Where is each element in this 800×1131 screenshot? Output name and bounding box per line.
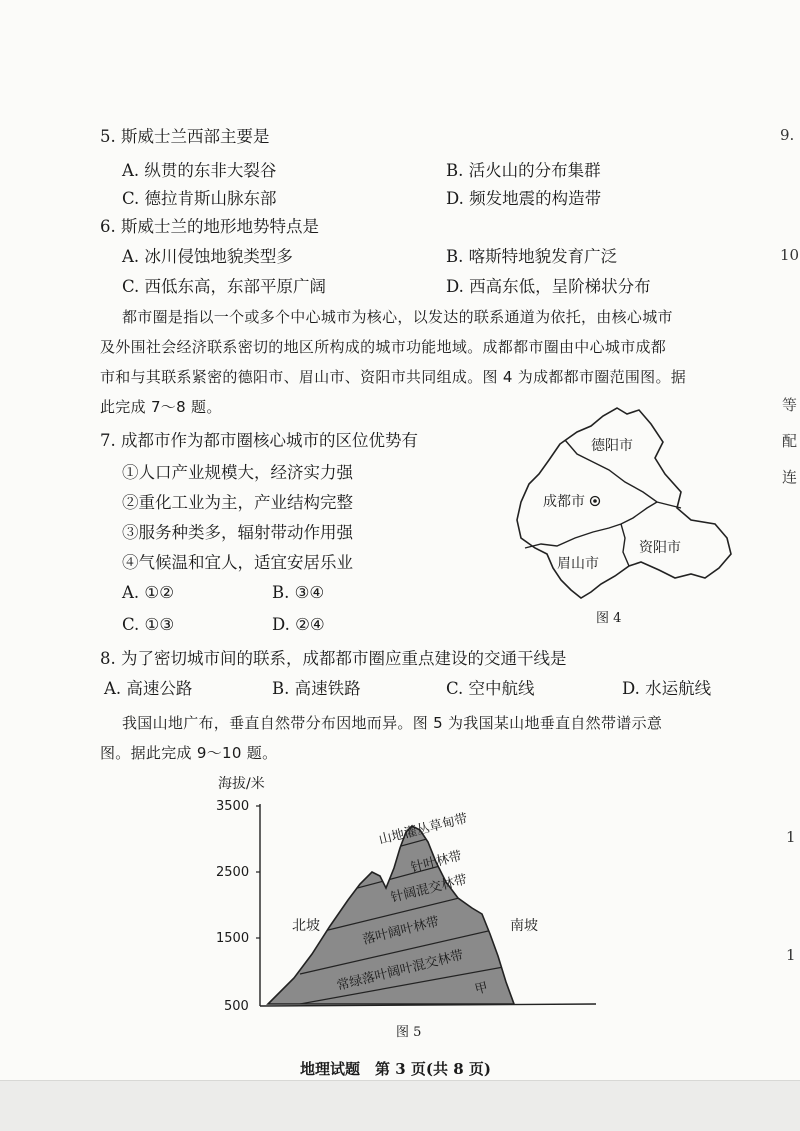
question-6-stem: 6. 斯威士兰的地形地势特点是 bbox=[100, 217, 319, 236]
viewer-bottom-strip bbox=[0, 1080, 800, 1131]
question-8-stem: 8. 为了密切城市间的联系，成都都市圈应重点建设的交通干线是 bbox=[100, 649, 567, 668]
edge-text-4: 配 bbox=[782, 432, 798, 450]
question-5-option-d: D. 频发地震的构造带 bbox=[446, 189, 602, 208]
passage-2-line-2: 图。据此完成 9～10 题。 bbox=[100, 744, 278, 762]
question-7-option-b: B. ③④ bbox=[272, 583, 325, 602]
question-8-option-b: B. 高速铁路 bbox=[272, 679, 361, 698]
edge-text-3: 等 bbox=[782, 396, 798, 414]
tick-2500: 2500 bbox=[216, 865, 250, 880]
passage-1-line-3: 市和与其联系紧密的德阳市、眉山市、资阳市共同组成。图 4 为成都都市圈范围图。据 bbox=[100, 368, 687, 386]
question-5-option-b: B. 活火山的分布集群 bbox=[446, 161, 601, 180]
question-8-option-c: C. 空中航线 bbox=[446, 679, 535, 698]
page-footer: 地理试题 第 3 页(共 8 页) bbox=[300, 1060, 491, 1078]
zone-shrub-meadow: 山地灌丛草甸带 bbox=[377, 811, 470, 848]
zone-evergreen-deciduous: 常绿落叶阔叶混交林带 bbox=[335, 947, 466, 994]
question-6-option-b: B. 喀斯特地貌发育广泛 bbox=[446, 247, 618, 266]
passage-1-line-1: 都市圈是指以一个或多个中心城市为核心，以发达的联系通道为依托，由核心城市 bbox=[122, 308, 673, 326]
question-6-option-c: C. 西低东高，东部平原广阔 bbox=[122, 277, 327, 296]
question-5-stem: 5. 斯威士兰西部主要是 bbox=[100, 127, 270, 146]
zone-deciduous: 落叶阔叶林带 bbox=[361, 914, 441, 948]
figure-5-caption: 图 5 bbox=[396, 1025, 422, 1040]
meishan-label: 眉山市 bbox=[557, 556, 599, 572]
question-8-option-d: D. 水运航线 bbox=[622, 679, 712, 698]
question-7-item-1: ①人口产业规模大，经济实力强 bbox=[122, 463, 353, 482]
passage-1-line-4: 此完成 7～8 题。 bbox=[100, 398, 222, 416]
mountain-zonation-diagram bbox=[200, 768, 610, 1018]
ziyang-label: 资阳市 bbox=[639, 540, 681, 556]
zone-jia: 甲 bbox=[473, 980, 490, 998]
question-5-option-c: C. 德拉肯斯山脉东部 bbox=[122, 189, 277, 208]
question-7-stem: 7. 成都市作为都市圈核心城市的区位优势有 bbox=[100, 431, 418, 450]
north-slope-label: 北坡 bbox=[292, 918, 320, 934]
chengdu-ziyang-boundary bbox=[621, 502, 657, 524]
passage-2-line-1: 我国山地广布，垂直自然带分布因地而异。图 5 为我国某山地垂直自然带谱示意 bbox=[122, 714, 663, 732]
edge-text-2: 10 bbox=[780, 246, 800, 264]
zone-coniferous: 针叶林带 bbox=[409, 848, 464, 876]
tick-1500: 1500 bbox=[216, 931, 250, 946]
question-8-option-a: A. 高速公路 bbox=[104, 679, 193, 698]
chengdu-metro-map bbox=[505, 402, 745, 612]
edge-text-5: 连 bbox=[782, 468, 798, 486]
zone-mixed-forest: 针阔混交林带 bbox=[389, 872, 469, 906]
question-6-option-d: D. 西高东低，呈阶梯状分布 bbox=[446, 277, 651, 296]
question-5-option-a: A. 纵贯的东非大裂谷 bbox=[122, 161, 277, 180]
question-7-option-a: A. ①② bbox=[122, 583, 174, 602]
tick-500: 500 bbox=[224, 999, 249, 1014]
figure-4-caption: 图 4 bbox=[596, 611, 622, 626]
edge-text-7: 1 bbox=[786, 946, 796, 964]
chengdu-city-marker-dot bbox=[593, 499, 597, 503]
question-7-item-4: ④气候温和宜人，适宜安居乐业 bbox=[122, 553, 353, 572]
south-slope-label: 南坡 bbox=[510, 918, 538, 934]
question-7-item-2: ②重化工业为主，产业结构完整 bbox=[122, 493, 353, 512]
chengdu-label: 成都市 bbox=[543, 494, 585, 510]
edge-text-1: 9. bbox=[780, 126, 795, 144]
tick-3500: 3500 bbox=[216, 799, 250, 814]
meishan-boundary-north bbox=[525, 524, 621, 548]
y-axis-label: 海拔/米 bbox=[218, 776, 265, 792]
deyang-label: 德阳市 bbox=[591, 438, 633, 454]
question-7-option-d: D. ②④ bbox=[272, 615, 325, 634]
question-7-option-c: C. ①③ bbox=[122, 615, 175, 634]
meishan-ziyang-boundary bbox=[621, 524, 629, 566]
question-6-option-a: A. 冰川侵蚀地貌类型多 bbox=[122, 247, 293, 266]
edge-text-6: 1 bbox=[786, 828, 796, 846]
passage-1-line-2: 及外围社会经济联系密切的地区所构成的城市功能地域。成都都市圈由中心城市成都 bbox=[100, 338, 667, 356]
question-7-item-3: ③服务种类多，辐射带动作用强 bbox=[122, 523, 353, 542]
